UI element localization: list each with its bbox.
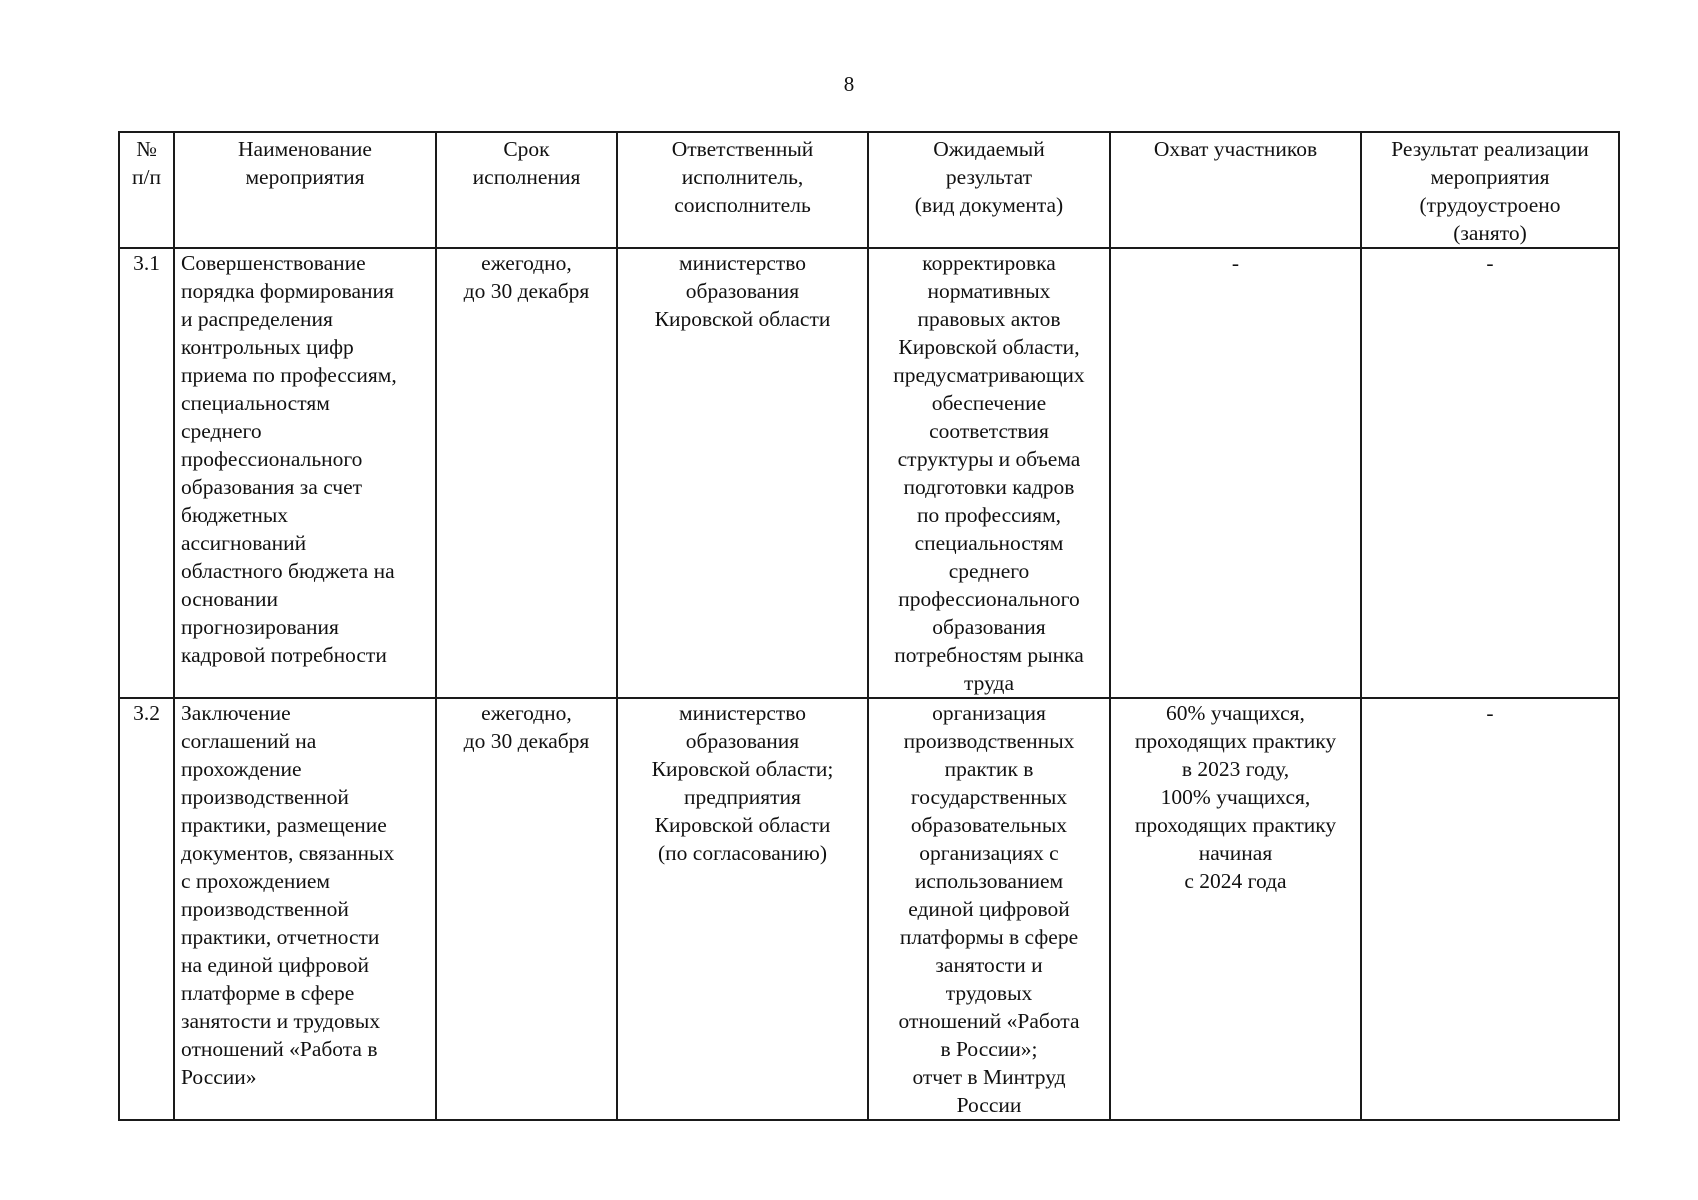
header-deadline: Срок исполнения bbox=[436, 132, 617, 248]
activity-plan-table bbox=[118, 131, 1620, 1121]
coverage: - bbox=[1110, 248, 1361, 698]
deadline: ежегодно, до 30 декабря bbox=[436, 698, 617, 1120]
implementation-result: - bbox=[1361, 698, 1619, 1120]
header-activity-name: Наименование мероприятия bbox=[174, 132, 436, 248]
row-number: 3.2 bbox=[119, 698, 174, 1120]
table-row bbox=[119, 698, 1619, 1120]
header-expected-result: Ожидаемый результат (вид документа) bbox=[868, 132, 1110, 248]
header-number: № п/п bbox=[119, 132, 174, 248]
row-number: 3.1 bbox=[119, 248, 174, 698]
table-header-row bbox=[119, 132, 1619, 248]
coverage: 60% учащихся, проходящих практику в 2023 году, 100% учащихся, проходящих практику начиная с 2024 года bbox=[1110, 698, 1361, 1120]
activity-name: Заключение соглашений на прохождение производственной практики, размещение документов, связанных с прохождением производственной практики, отчетности на единой цифровой платформе в сфере занятости и трудовых отношений «Работа в России» bbox=[174, 698, 436, 1120]
responsible: министерство образования Кировской области; предприятия Кировской области (по согласованию) bbox=[617, 698, 868, 1120]
implementation-result: - bbox=[1361, 248, 1619, 698]
header-coverage: Охват участников bbox=[1110, 132, 1361, 248]
page-number: 8 bbox=[843, 72, 855, 96]
responsible: министерство образования Кировской области bbox=[617, 248, 868, 698]
activity-name: Совершенствование порядка формирования и распределения контрольных цифр приема по профессиям, специальностям среднего профессионального образования за счет бюджетных ассигнований областного бюджета на основании прогнозирования кадровой потребности bbox=[174, 248, 436, 698]
table-row bbox=[119, 248, 1619, 698]
header-implementation-result: Результат реализации мероприятия (трудоустроено (занято) bbox=[1361, 132, 1619, 248]
expected-result: корректировка нормативных правовых актов Кировской области, предусматривающих обеспечение соответствия структуры и объема подготовки кадров по профессиям, специальностям среднего профессионального образования потребностям рынка труда bbox=[868, 248, 1110, 698]
header-responsible: Ответственный исполнитель, соисполнитель bbox=[617, 132, 868, 248]
deadline: ежегодно, до 30 декабря bbox=[436, 248, 617, 698]
expected-result: организация производственных практик в государственных образовательных организациях с использованием единой цифровой платформы в сфере занятости и трудовых отношений «Работа в России»; отчет в Минтруд России bbox=[868, 698, 1110, 1120]
